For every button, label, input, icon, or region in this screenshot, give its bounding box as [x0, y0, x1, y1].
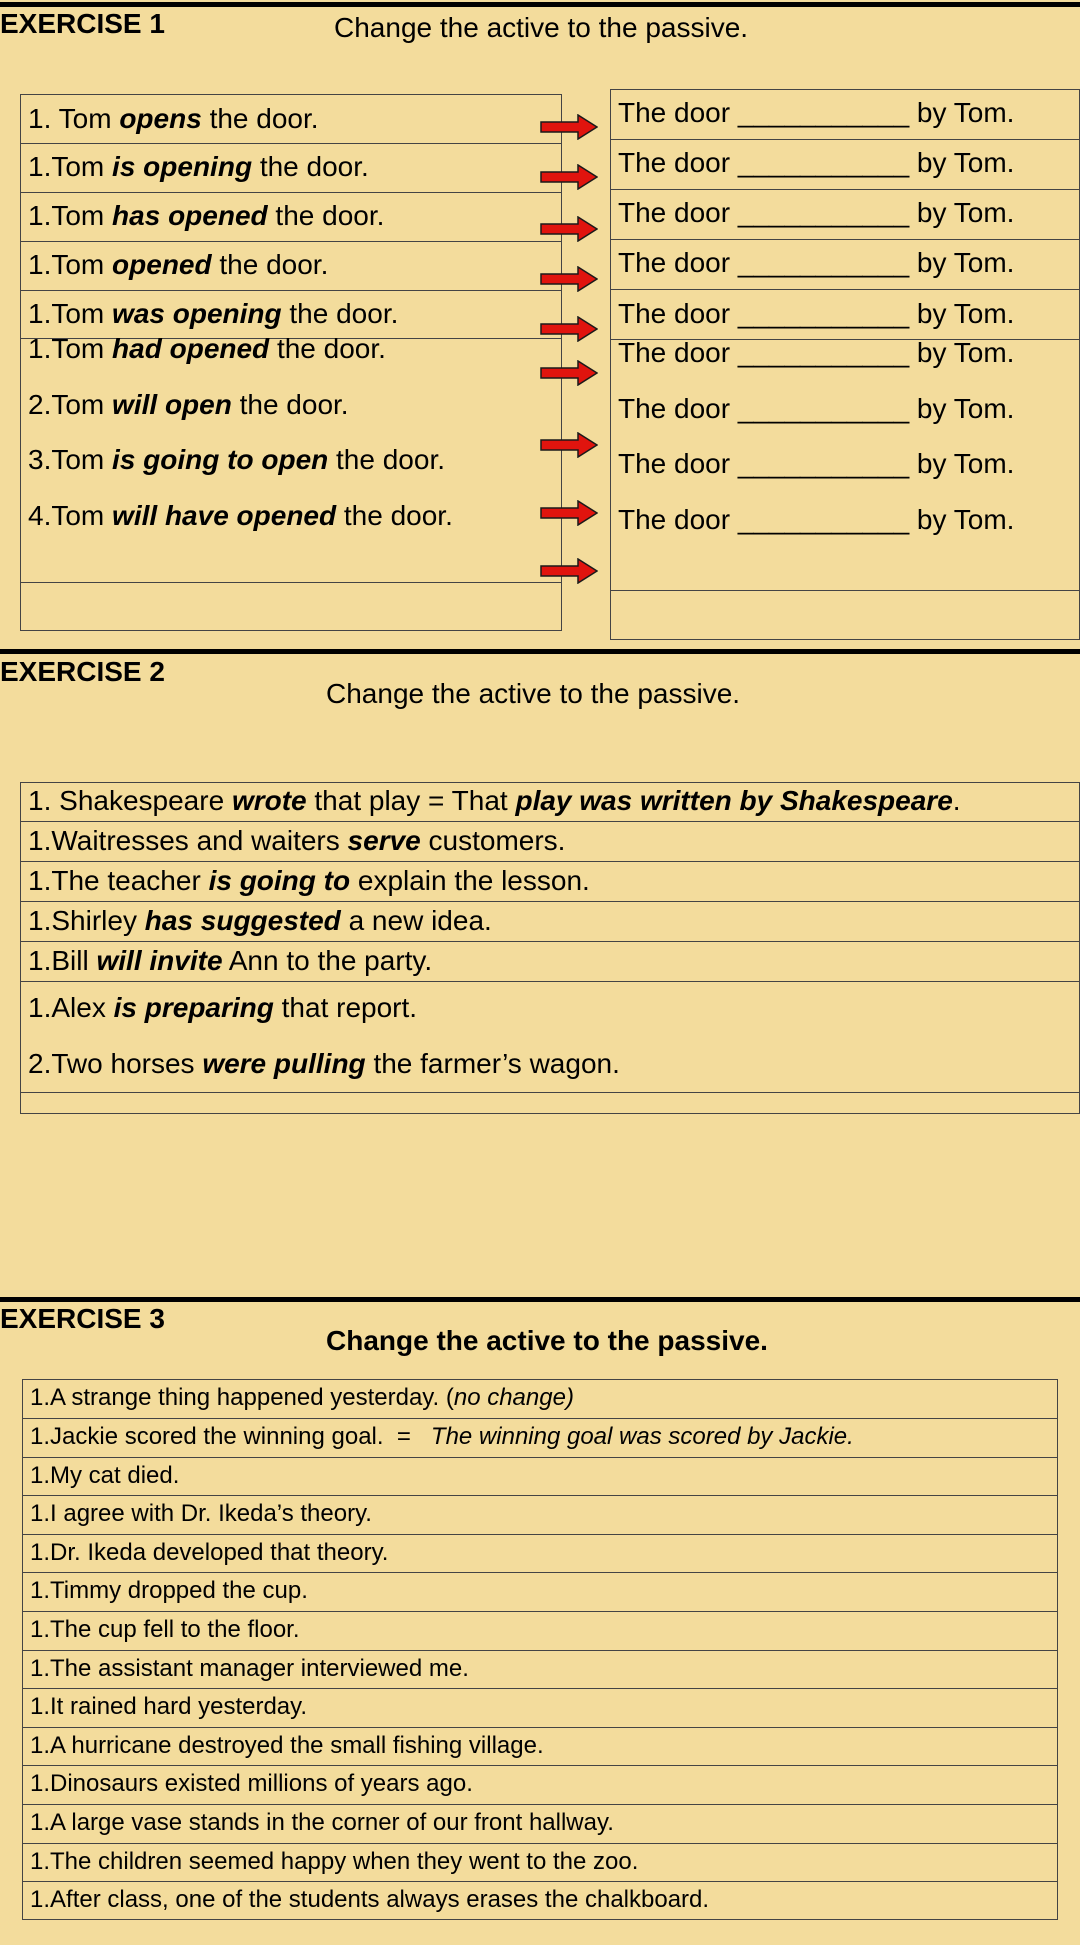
row-divider: [22, 1881, 1058, 1882]
right-arrow-icon: [540, 164, 598, 190]
item-number: 2.: [28, 1048, 52, 1079]
active-sentence: [28, 904, 492, 938]
sentence-subject: Tom: [51, 444, 113, 475]
right-arrow-icon: [540, 360, 598, 386]
table-row: [30, 1383, 574, 1413]
row-divider: [22, 1534, 1058, 1535]
right-arrow-icon: [540, 266, 598, 292]
item-number: 1.: [28, 298, 52, 329]
item-number: 1.: [28, 945, 52, 976]
sentence-subject: Tom: [58, 103, 120, 134]
active-sentence: [28, 332, 386, 366]
row-divider: [20, 290, 562, 291]
sentence-object: the door.: [211, 249, 329, 280]
active-verb: is going to: [208, 865, 351, 896]
sentence-object: that report.: [273, 992, 418, 1023]
sentence-object: the door.: [267, 200, 385, 231]
active-sentence: [28, 297, 398, 331]
item-number: 4.: [28, 500, 52, 531]
item-number: 1.: [30, 1770, 51, 1797]
active-sentence: [28, 388, 349, 422]
passive-answer-blank[interactable]: The door ___________ by Tom.: [618, 147, 1015, 178]
sentence-text: A large vase stands in the corner of our front hallway.: [50, 1809, 614, 1836]
item-number: 1.: [30, 1848, 51, 1875]
example-answer: play was written by Shakespeare: [515, 785, 953, 816]
table-row: [30, 1847, 638, 1877]
exercise-1-instruction: Change the active to the passive.: [334, 12, 749, 43]
active-verb: is opening: [112, 151, 253, 182]
sentence-text: The assistant manager interviewed me.: [50, 1655, 469, 1682]
sentence-subject: Tom: [51, 500, 113, 531]
row-divider: [610, 139, 1080, 140]
active-verb: will invite: [96, 945, 223, 976]
exercise-1-title: EXERCISE 1: [0, 8, 165, 39]
active-verb: serve: [347, 825, 421, 856]
table-row: [30, 1461, 179, 1491]
sentence-end: .: [952, 785, 961, 816]
active-verb: wrote: [231, 785, 307, 816]
active-verb: has suggested: [144, 905, 341, 936]
active-verb: had opened: [112, 333, 270, 364]
active-verb: has opened: [112, 200, 268, 231]
item-number: 1.: [28, 992, 52, 1023]
exercise-3-instruction: Change the active to the passive.: [326, 1325, 768, 1356]
passive-answer-blank[interactable]: The door ___________ by Tom.: [618, 337, 1015, 368]
item-number: 1.: [30, 1732, 51, 1759]
row-divider: [22, 1765, 1058, 1766]
note-text: no change): [453, 1384, 574, 1411]
exercise-3-title: EXERCISE 3: [0, 1303, 165, 1334]
right-arrow-icon: [540, 316, 598, 342]
row-divider: [20, 981, 1080, 982]
passive-answer-blank[interactable]: The door ___________ by Tom.: [618, 197, 1015, 228]
sentence-text: A hurricane destroyed the small fishing village.: [50, 1732, 544, 1759]
sentence-object: explain the lesson.: [350, 865, 590, 896]
active-verb: opens: [119, 103, 202, 134]
exercise-2-title: EXERCISE 2: [0, 656, 165, 687]
row-divider: [22, 1572, 1058, 1573]
sentence-object: Ann to the party.: [222, 945, 433, 976]
row-divider: [22, 1650, 1058, 1651]
active-verb: opened: [112, 249, 212, 280]
sentence-object: the door.: [336, 500, 453, 531]
item-number: 1.: [30, 1577, 51, 1604]
sentence-text: Jackie scored the winning goal. =: [50, 1423, 431, 1450]
sentence-text: Dinosaurs existed millions of years ago.: [50, 1770, 473, 1797]
row-divider: [20, 861, 1080, 862]
sentence-subject: Tom: [51, 389, 113, 420]
row-divider: [20, 821, 1080, 822]
row-divider: [20, 941, 1080, 942]
item-number: 1.: [28, 905, 52, 936]
active-verb: will open: [112, 389, 232, 420]
sentence-subject: Tom: [51, 151, 113, 182]
item-number: 1.: [30, 1500, 51, 1527]
sentence-object: a new idea.: [340, 905, 492, 936]
passive-answer-blank[interactable]: The door ___________ by Tom.: [618, 504, 1015, 535]
sentence-text: My cat died.: [50, 1462, 180, 1489]
right-arrow-icon: [540, 216, 598, 242]
sentence-text: The children seemed happy when they went to the zoo.: [50, 1848, 639, 1875]
sentence-text: I agree with Dr. Ikeda’s theory.: [50, 1500, 372, 1527]
table-row: [30, 1576, 308, 1606]
row-divider: [22, 1843, 1058, 1844]
active-sentence: [28, 1047, 620, 1081]
row-divider: [22, 1495, 1058, 1496]
right-arrow-icon: [540, 500, 598, 526]
sentence-text: Timmy dropped the cup.: [50, 1577, 308, 1604]
sentence-subject: Tom: [51, 298, 113, 329]
sentence-subject: Tom: [51, 333, 113, 364]
item-number: 1.: [28, 785, 52, 816]
item-number: 1.: [28, 825, 52, 856]
active-sentence: [28, 824, 565, 858]
right-arrow-icon: [540, 432, 598, 458]
right-arrow-icon: [540, 114, 598, 140]
sentence-subject: Two horses: [51, 1048, 203, 1079]
row-divider: [22, 1418, 1058, 1419]
sentence-object: customers.: [420, 825, 566, 856]
passive-answer-blank[interactable]: The door ___________ by Tom.: [618, 298, 1015, 329]
exercise-2-top-rule: [0, 649, 1080, 654]
exercise-3-top-rule: [0, 1297, 1080, 1302]
sentence-text: Dr. Ikeda developed that theory.: [50, 1539, 389, 1566]
item-number: 1.: [30, 1693, 51, 1720]
row-divider: [22, 1611, 1058, 1612]
item-number: 1.: [30, 1886, 51, 1913]
exercise-2-instruction: Change the active to the passive.: [326, 678, 741, 709]
row-divider: [20, 192, 562, 193]
table-row: [30, 1769, 473, 1799]
passive-answer-blank[interactable]: The door ___________ by Tom.: [618, 97, 1015, 128]
item-number: 1.: [28, 151, 52, 182]
sentence-text: After class, one of the students always erases the chalkboard.: [50, 1886, 710, 1913]
table-row: [30, 1422, 854, 1452]
table-row: [30, 1885, 709, 1915]
passive-answer-blank[interactable]: The door ___________ by Tom.: [618, 448, 1015, 479]
sentence-subject: Alex: [51, 992, 114, 1023]
active-sentence: [28, 248, 328, 282]
active-verb: was opening: [112, 298, 282, 329]
row-divider: [20, 1092, 1080, 1093]
sentence-subject: Bill: [51, 945, 97, 976]
row-divider: [610, 239, 1080, 240]
row-divider: [20, 582, 562, 583]
row-divider: [610, 590, 1080, 591]
active-sentence: [28, 443, 445, 477]
sentence-object: the door.: [201, 103, 319, 134]
active-sentence: [28, 991, 417, 1025]
table-row: [30, 1538, 388, 1568]
item-number: 1.: [30, 1539, 51, 1566]
active-sentence: [28, 199, 384, 233]
row-divider: [22, 1804, 1058, 1805]
row-divider: [20, 241, 562, 242]
sentence-object: the farmer’s wagon.: [365, 1048, 620, 1079]
table-row: [30, 1692, 307, 1722]
sentence-object: the door.: [231, 389, 349, 420]
active-sentence: [28, 102, 319, 136]
item-number: 1.: [28, 333, 52, 364]
row-divider: [22, 1688, 1058, 1689]
item-number: 1.: [30, 1616, 51, 1643]
sentence-subject: The teacher: [51, 865, 209, 896]
sentence-subject: Tom: [51, 200, 113, 231]
sentence-subject: Tom: [51, 249, 113, 280]
sentence-subject: Shakespeare: [59, 785, 232, 816]
table-row: [30, 1499, 372, 1529]
active-verb: is preparing: [113, 992, 274, 1023]
item-number: 1.: [28, 865, 52, 896]
sentence-subject: Waitresses and waiters: [51, 825, 348, 856]
active-verb: is going to open: [112, 444, 329, 475]
exercise-1-top-rule: [0, 2, 1080, 7]
table-row: [30, 1808, 614, 1838]
sentence-object: the door.: [269, 333, 386, 364]
sentence-object: the door.: [252, 151, 369, 182]
sentence-text: It rained hard yesterday.: [50, 1693, 308, 1720]
row-divider: [610, 289, 1080, 290]
item-number: 1.: [30, 1423, 51, 1450]
active-sentence: [28, 864, 590, 898]
sentence-text: The cup fell to the floor.: [50, 1616, 300, 1643]
example-sentence: [28, 784, 961, 818]
active-sentence: [28, 944, 432, 978]
active-verb: will have opened: [112, 500, 337, 531]
item-number: 1.: [28, 249, 52, 280]
example-answer: The winning goal was scored by Jackie.: [430, 1423, 854, 1450]
sentence-middle: that play = That: [306, 785, 516, 816]
passive-answer-blank[interactable]: The door ___________ by Tom.: [618, 247, 1015, 278]
sentence-object: the door.: [328, 444, 446, 475]
table-row: [30, 1615, 300, 1645]
row-divider: [20, 143, 562, 144]
sentence-object: the door.: [281, 298, 399, 329]
sentence-text: A strange thing happened yesterday. (: [50, 1384, 454, 1411]
item-number: 1.: [30, 1655, 51, 1682]
item-number: 1.: [30, 1809, 51, 1836]
row-divider: [22, 1727, 1058, 1728]
active-verb: were pulling: [202, 1048, 366, 1079]
table-row: [30, 1731, 544, 1761]
item-number: 1.: [28, 103, 52, 134]
row-divider: [22, 1457, 1058, 1458]
active-sentence: [28, 150, 369, 184]
passive-answer-blank[interactable]: The door ___________ by Tom.: [618, 393, 1015, 424]
row-divider: [20, 901, 1080, 902]
item-number: 1.: [30, 1462, 51, 1489]
right-arrow-icon: [540, 558, 598, 584]
active-sentence: [28, 499, 453, 533]
sentence-subject: Shirley: [51, 905, 145, 936]
item-number: 3.: [28, 444, 52, 475]
row-divider: [610, 189, 1080, 190]
table-row: [30, 1654, 469, 1684]
item-number: 1.: [30, 1384, 51, 1411]
item-number: 1.: [28, 200, 52, 231]
item-number: 2.: [28, 389, 52, 420]
